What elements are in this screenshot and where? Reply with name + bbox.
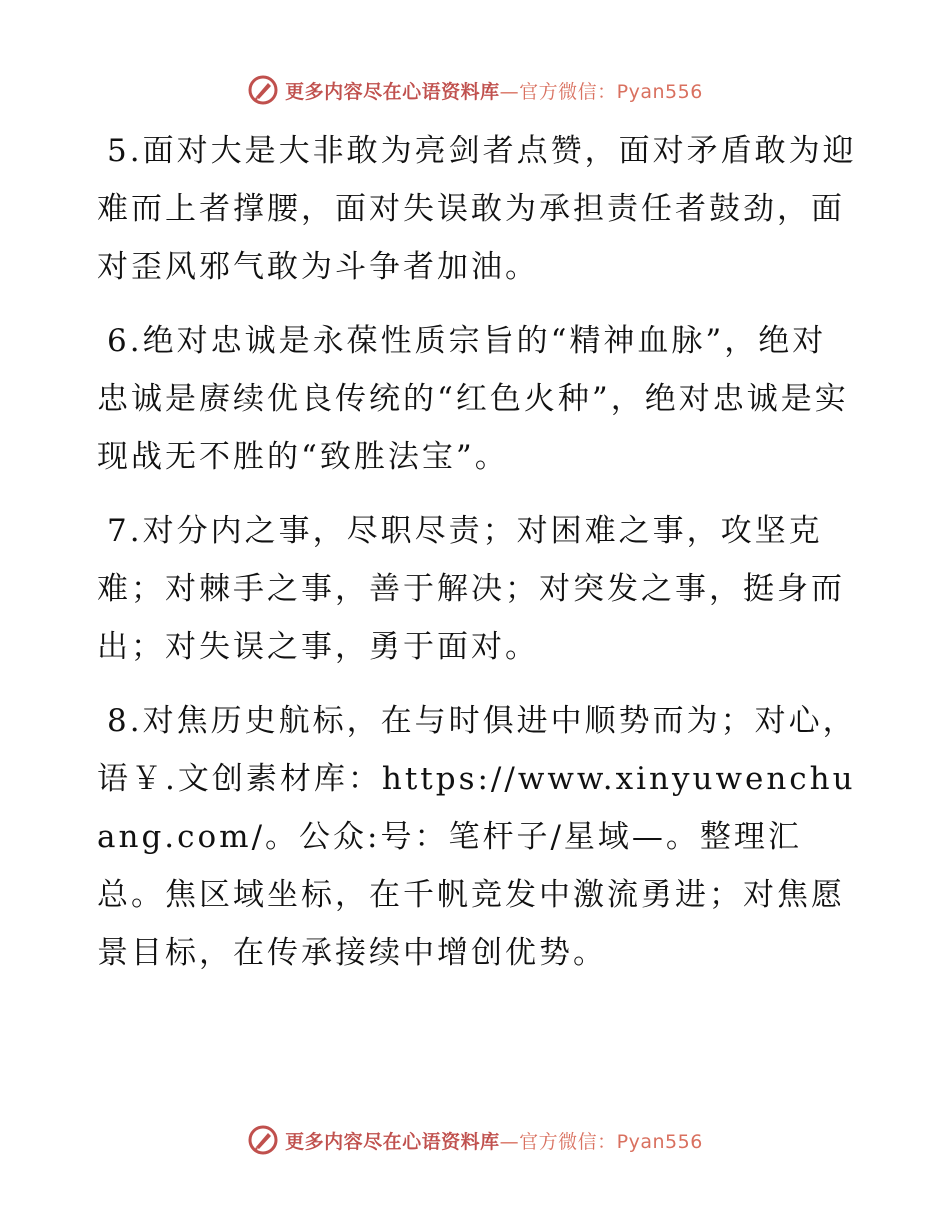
header-banner bbox=[0, 70, 950, 110]
paragraph-6: 6.绝对忠诚是永葆性质宗旨的“精神血脉”，绝对忠诚是赓续优良传统的“红色火种”，绝对忠诚是实现战无不胜的“致胜法宝”。 bbox=[97, 323, 849, 475]
paragraph-7: 7.对分内之事，尽职尽责；对困难之事，攻坚克难；对棘手之事，善于解决；对突发之事，挺身而出；对失误之事，勇于面对。 bbox=[97, 513, 845, 665]
footer-banner-text: 更多内容尽在心语资料库—官方微信：Pyan556 bbox=[285, 1130, 703, 1153]
pen-logo-icon bbox=[247, 74, 279, 106]
pen-logo-icon bbox=[247, 1124, 279, 1156]
header-banner-text: 更多内容尽在心语资料库—官方微信：Pyan556 bbox=[285, 80, 703, 103]
paragraph-8: 8.对焦历史航标，在与时俱进中顺势而为；对心，语￥.文创素材库：https://www.xinyuwenchuang.com/。公众:号：笔杆子/星域—。整理汇总。焦区域坐标，在千帆竞发中激流勇进；对焦愿景目标，在传承接续中增创优势。 bbox=[97, 703, 857, 971]
footer-banner bbox=[0, 1120, 950, 1160]
paragraph-5: 5.面对大是大非敢为亮剑者点赞，面对矛盾敢为迎难而上者撑腰，面对失误敢为承担责任者鼓劲，面对歪风邪气敢为斗争者加油。 bbox=[97, 133, 857, 285]
document-body bbox=[97, 122, 857, 998]
